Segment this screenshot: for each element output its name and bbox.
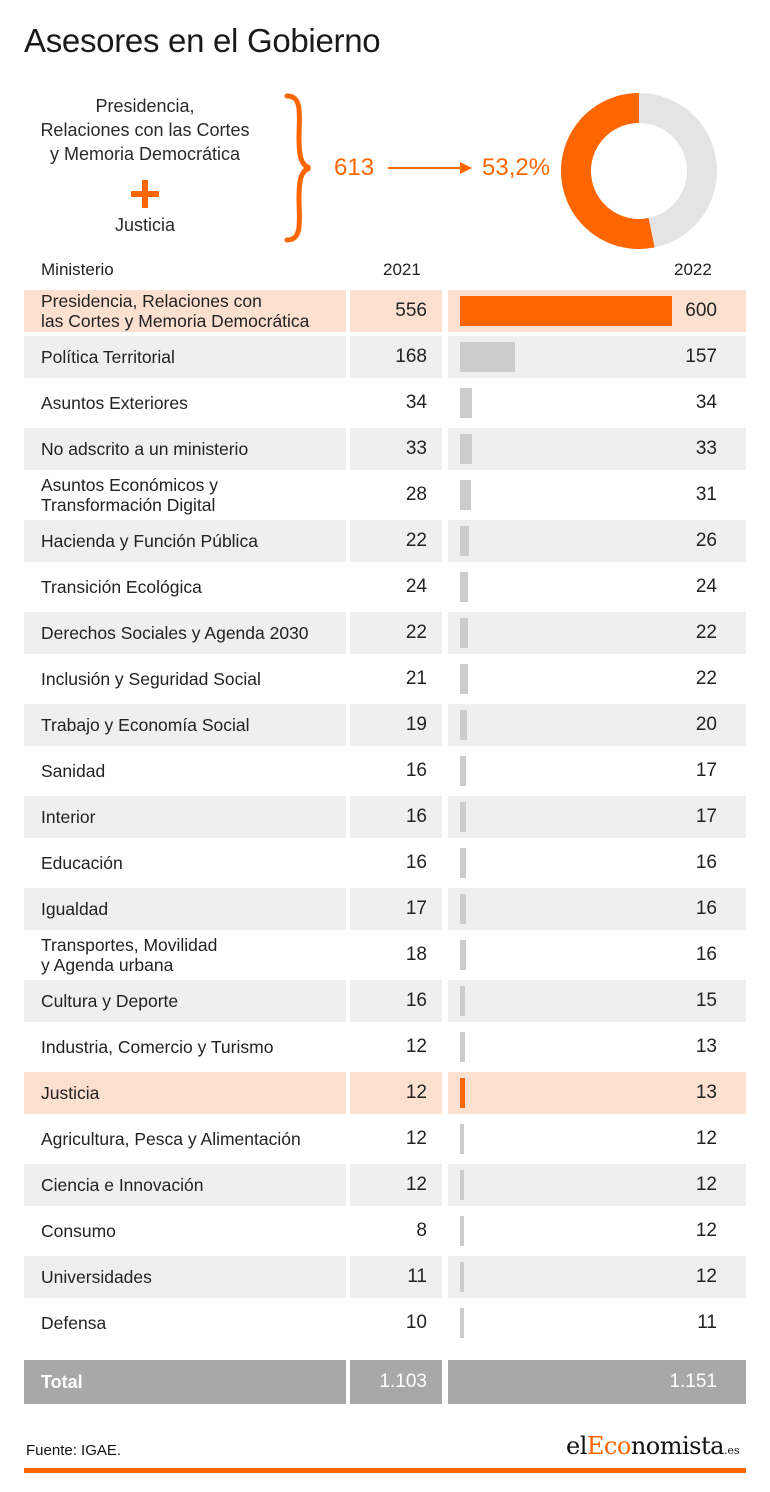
table-row [24, 336, 746, 378]
row-bar-2022 [460, 618, 468, 648]
row-value-2022: 24 [695, 576, 717, 597]
row-name-line: Igualdad [41, 899, 109, 919]
row-bar-2022 [460, 848, 466, 878]
table-row [24, 658, 746, 700]
row-value-2022: 16 [695, 944, 717, 965]
row-name-line: Cultura y Deporte [41, 991, 179, 1011]
row-bar-2022 [460, 894, 466, 924]
row-ministry-name [41, 1072, 351, 1114]
row-value-2021: 12 [405, 1128, 427, 1149]
row-ministry-name [41, 566, 351, 608]
row-value-2021: 556 [395, 300, 427, 321]
row-bar-2022 [460, 1124, 464, 1154]
combo-line-3: y Memoria Democrática [49, 144, 241, 164]
row-value-2022: 31 [695, 484, 717, 505]
row-value-2022: 13 [695, 1082, 717, 1103]
row-name-line: Presidencia, Relaciones con [41, 291, 262, 311]
row-bar-2022 [460, 1262, 464, 1292]
row-ministry-name [41, 750, 351, 792]
row-name-line: Justicia [41, 1083, 100, 1103]
row-ministry-name [41, 1164, 351, 1206]
table-row [24, 934, 746, 976]
row-value-2022: 26 [695, 530, 717, 551]
row-ministry-name [41, 934, 351, 976]
source-note: Fuente: IGAE. [26, 1442, 122, 1459]
row-value-2022: 22 [695, 668, 717, 689]
row-value-2022: 12 [695, 1128, 717, 1149]
row-bar-2022 [460, 940, 466, 970]
row-bar-2022 [460, 572, 468, 602]
row-value-2021: 17 [405, 898, 427, 919]
row-ministry-name [41, 842, 351, 884]
total-2022: 1.151 [669, 1371, 717, 1392]
row-name-line: Trabajo y Economía Social [41, 715, 250, 735]
donut-share-arc [576, 108, 652, 234]
row-name-line: Transportes, Movilidad [41, 935, 218, 955]
row-value-2022: 34 [695, 392, 717, 413]
row-name-line: Transformación Digital [41, 495, 216, 515]
page-title: Asesores en el Gobierno [24, 22, 381, 59]
row-bar-2022 [460, 526, 469, 556]
row-name-line: Hacienda y Función Pública [41, 531, 258, 551]
table-row [24, 474, 746, 516]
combo-line-1: Presidencia, [95, 96, 195, 116]
footer-rule [24, 1468, 746, 1473]
combo-total-value: 613 [334, 154, 375, 181]
row-value-2022: 16 [695, 898, 717, 919]
row-bar-2022 [460, 1170, 464, 1200]
row-value-2022: 17 [695, 806, 717, 827]
row-value-2021: 12 [405, 1082, 427, 1103]
row-ministry-name [41, 1210, 351, 1252]
row-name-line: Interior [41, 807, 96, 827]
row-value-2021: 24 [405, 576, 427, 597]
row-value-2022: 11 [697, 1312, 717, 1333]
row-name-line: Industria, Comercio y Turismo [41, 1037, 274, 1057]
donut-chart [561, 93, 717, 249]
table-row [24, 1210, 746, 1252]
row-ministry-name [41, 382, 351, 424]
row-name-line: Educación [41, 853, 123, 873]
table-row [24, 382, 746, 424]
table-row [24, 1072, 746, 1114]
row-bar-2022 [460, 342, 515, 372]
table-row [24, 1026, 746, 1068]
combo-line-4: Justicia [114, 215, 176, 235]
row-value-2022: 157 [685, 346, 717, 367]
row-bar-2022 [460, 480, 471, 510]
table-row [24, 612, 746, 654]
row-ministry-name [41, 796, 351, 838]
row-ministry-name [41, 1118, 351, 1160]
row-ministry-name [41, 658, 351, 700]
row-ministry-name [41, 980, 351, 1022]
row-value-2021: 33 [405, 438, 427, 459]
row-bar-2022 [460, 710, 467, 740]
combo-line-2: Relaciones con las Cortes [40, 120, 250, 140]
row-bar-2022 [460, 986, 465, 1016]
row-name-line: Ciencia e Innovación [41, 1175, 204, 1195]
row-ministry-name [41, 336, 351, 378]
row-name-line: las Cortes y Memoria Democrática [41, 311, 310, 331]
table-row [24, 428, 746, 470]
row-ministry-name [41, 1026, 351, 1068]
column-header-2021: 2021 [383, 260, 421, 279]
row-ministry-name [41, 612, 351, 654]
row-value-2022: 13 [695, 1036, 717, 1057]
table-row [24, 980, 746, 1022]
row-value-2022: 20 [695, 714, 717, 735]
row-value-2021: 16 [405, 806, 427, 827]
row-bar-2022 [460, 1308, 464, 1338]
row-value-2021: 12 [405, 1036, 427, 1057]
total-row [24, 1360, 746, 1404]
row-name-line: Transición Ecológica [41, 577, 202, 597]
row-value-2021: 16 [405, 990, 427, 1011]
row-value-2022: 12 [695, 1266, 717, 1287]
row-bar-2022 [460, 1216, 464, 1246]
row-value-2021: 22 [405, 622, 427, 643]
row-name-line: Sanidad [41, 761, 106, 781]
row-value-2022: 22 [695, 622, 717, 643]
table-row [24, 1164, 746, 1206]
column-header-ministerio: Ministerio [41, 260, 114, 279]
row-name-line: Defensa [41, 1313, 107, 1333]
row-ministry-name [41, 474, 351, 516]
table-row [24, 566, 746, 608]
total-2021: 1.103 [379, 1371, 427, 1392]
row-value-2021: 12 [405, 1174, 427, 1195]
row-value-2021: 19 [405, 714, 427, 735]
row-ministry-name [41, 1302, 351, 1344]
row-value-2021: 168 [395, 346, 427, 367]
row-bar-2022 [460, 388, 472, 418]
row-bar-2022 [460, 1078, 465, 1108]
row-name-line: Consumo [41, 1221, 116, 1241]
brand-logo: elEconomista.es [566, 1432, 740, 1460]
row-bar-2022 [460, 1032, 465, 1062]
row-value-2022: 600 [685, 300, 717, 321]
table-row [24, 888, 746, 930]
row-bar-2022 [460, 756, 466, 786]
row-bar-2022 [460, 664, 468, 694]
row-value-2021: 16 [405, 852, 427, 873]
row-value-2022: 15 [695, 990, 717, 1011]
total-label: Total [41, 1372, 83, 1392]
row-name-line: y Agenda urbana [41, 955, 174, 975]
table-row [24, 1256, 746, 1298]
row-ministry-name [41, 290, 351, 332]
row-value-2022: 12 [695, 1174, 717, 1195]
row-value-2021: 21 [405, 668, 427, 689]
row-name-line: Inclusión y Seguridad Social [41, 669, 261, 689]
row-name-line: Derechos Sociales y Agenda 2030 [41, 623, 309, 643]
table-row [24, 842, 746, 884]
table-row [24, 1118, 746, 1160]
table-row [24, 290, 746, 332]
row-value-2021: 11 [407, 1266, 427, 1287]
row-value-2022: 12 [695, 1220, 717, 1241]
row-value-2022: 16 [695, 852, 717, 873]
table-row [24, 750, 746, 792]
plus-icon [131, 180, 159, 208]
row-value-2022: 33 [695, 438, 717, 459]
table-row [24, 520, 746, 562]
row-value-2021: 34 [405, 392, 427, 413]
combo-percent: 53,2% [482, 154, 551, 181]
row-ministry-name [41, 1256, 351, 1298]
row-value-2021: 18 [405, 944, 427, 965]
row-value-2021: 10 [405, 1312, 427, 1333]
row-value-2022: 17 [695, 760, 717, 781]
combo-label [20, 94, 270, 166]
row-name-line: No adscrito a un ministerio [41, 439, 249, 459]
row-name-line: Asuntos Económicos y [41, 475, 219, 495]
row-name-line: Política Territorial [41, 347, 175, 367]
column-header-2022: 2022 [674, 260, 712, 279]
row-value-2021: 8 [416, 1220, 427, 1241]
table-row [24, 704, 746, 746]
table-row [24, 1302, 746, 1344]
table-row [24, 796, 746, 838]
row-name-line: Universidades [41, 1267, 152, 1287]
arrow-right-icon [386, 160, 474, 176]
row-bar-2022 [460, 434, 472, 464]
row-value-2021: 22 [405, 530, 427, 551]
row-ministry-name [41, 428, 351, 470]
row-value-2021: 28 [405, 484, 427, 505]
row-ministry-name [41, 704, 351, 746]
row-name-line: Agricultura, Pesca y Alimentación [41, 1129, 301, 1149]
row-name-line: Asuntos Exteriores [41, 393, 188, 413]
row-value-2021: 16 [405, 760, 427, 781]
curly-brace-icon [283, 92, 313, 244]
row-ministry-name [41, 520, 351, 562]
row-bar-2022 [460, 802, 466, 832]
row-ministry-name [41, 888, 351, 930]
